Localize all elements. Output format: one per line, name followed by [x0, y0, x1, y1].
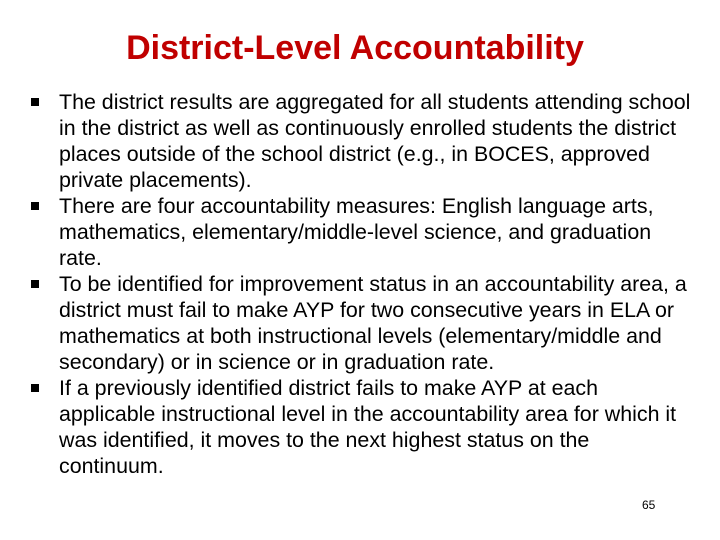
- square-bullet-icon: [31, 202, 39, 210]
- square-bullet-icon: [31, 98, 39, 106]
- slide-title: District-Level Accountability: [126, 29, 584, 67]
- bullet-text: To be identified for improvement status in an accountability area, a district must fail to make AYP for two consecutive years in ELA or mathematics at both instructional levels (elementary/middle and secondary) or in science or in graduation rate.: [59, 272, 687, 374]
- bullet-item: [30, 271, 692, 375]
- bullet-text: There are four accountability measures: English language arts, mathematics, elementary/middle-level science, and graduation rate.: [59, 194, 654, 270]
- bullet-item: [30, 375, 692, 479]
- square-bullet-icon: [31, 384, 39, 392]
- bullet-list: [30, 89, 692, 479]
- bullet-item: [30, 89, 692, 193]
- page-number: 65: [642, 498, 656, 512]
- bullet-text: The district results are aggregated for all students attending school in the district as well as continuously enrolled students the district places outside of the school district (e.g., in BOCES, approved private placements).: [59, 90, 691, 192]
- bullet-text: If a previously identified district fails to make AYP at each applicable instructional level in the accountability area for which it was identified, it moves to the next highest status on the continuum.: [59, 376, 677, 478]
- square-bullet-icon: [31, 280, 39, 288]
- bullet-item: [30, 193, 692, 271]
